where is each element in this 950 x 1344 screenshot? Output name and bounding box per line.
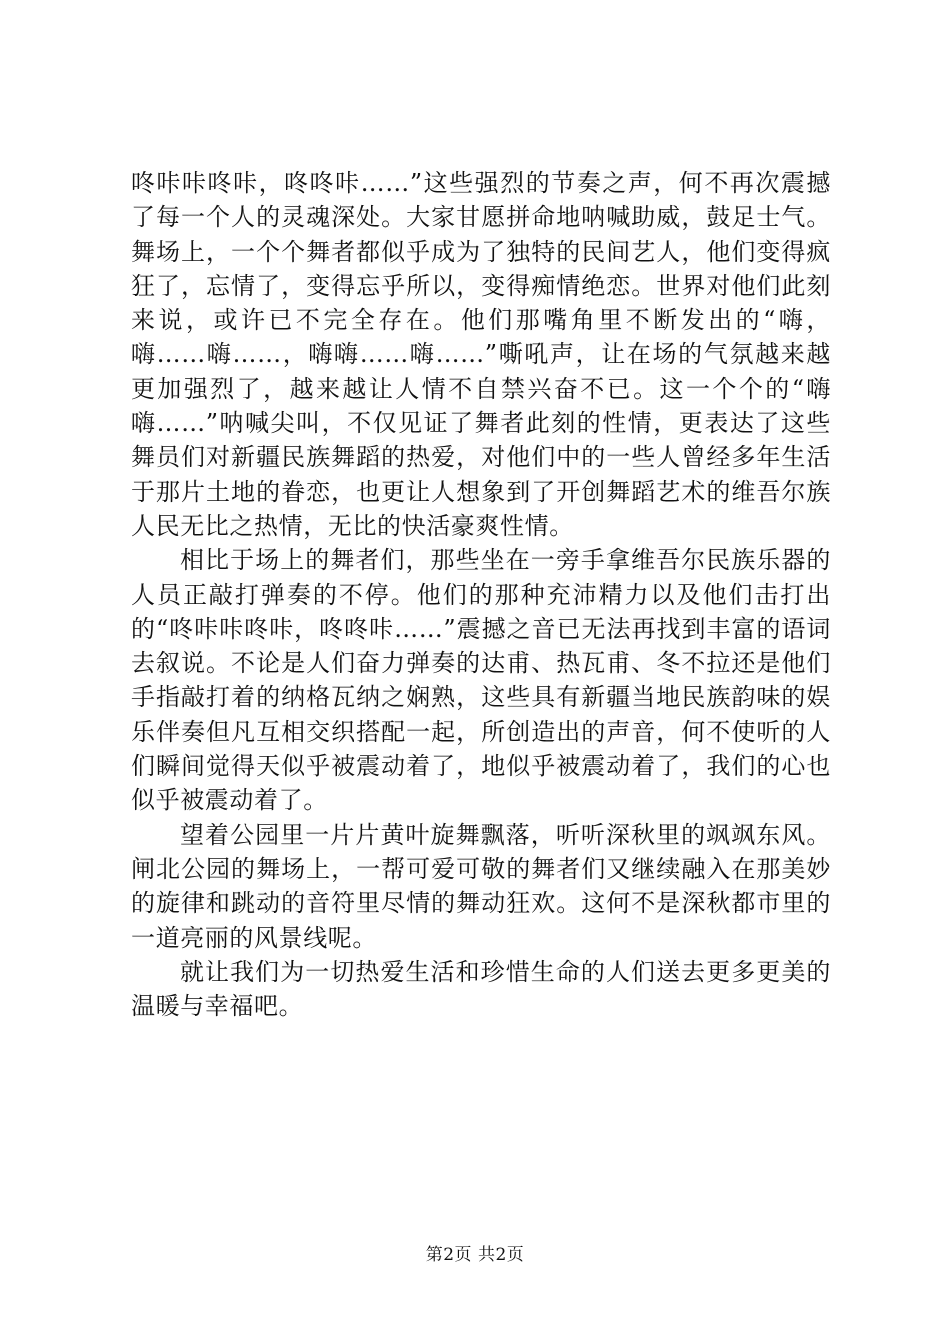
paragraph-2: 相比于场上的舞者们，那些坐在一旁手拿维吾尔民族乐器的人员正敲打弹奏的不停。他们的那种充沛精力以及他们击打出的“咚咔咔咚咔，咚咚咔……”震撼之音已无法再找到丰富的语词去叙说。不论是人们奋力弹奏的达甫、热瓦甫、冬不拉还是他们手指敲打着的纳格瓦纳之娴熟，这些具有新疆当地民族韵味的娱乐伴奏但凡互相交织搭配一起，所创造出的声音，何不使听的人们瞬间觉得天似乎被震动着了，地似乎被震动着了，我们的心也似乎被震动着了。 bbox=[131, 546, 831, 815]
document-body bbox=[131, 166, 831, 1023]
page-number-label: 第2页 共2页 bbox=[425, 1245, 525, 1265]
paragraph-3: 望着公园里一片片黄叶旋舞飘落，听听深秋里的飒飒东风。闸北公园的舞场上，一帮可爱可敬的舞者们又继续融入在那美妙的旋律和跳动的音符里尽情的舞动狂欢。这何不是深秋都市里的一道亮丽的风景线呢。 bbox=[131, 820, 831, 952]
paragraph-4: 就让我们为一切热爱生活和珍惜生命的人们送去更多更美的温暖与幸福吧。 bbox=[131, 957, 831, 1021]
paragraph-1: 咚咔咔咚咔，咚咚咔……”这些强烈的节奏之声，何不再次震撼了每一个人的灵魂深处。大家甘愿拼命地呐喊助威，鼓足士气。舞场上，一个个舞者都似乎成为了独特的民间艺人，他们变得疯狂了，忘情了，变得忘乎所以，变得痴情绝恋。世界对他们此刻来说，或许已不完全存在。他们那嘴角里不断发出的“嗨，嗨……嗨……，嗨嗨……嗨……”嘶吼声，让在场的气氛越来越更加强烈了，越来越让人情不自禁兴奋不已。这一个个的“嗨嗨……”呐喊尖叫，不仅见证了舞者此刻的性情，更表达了这些舞员们对新疆民族舞蹈的热爱，对他们中的一些人曾经多年生活于那片土地的眷恋，也更让人想象到了开创舞蹈艺术的维吾尔族人民无比之热情，无比的快活豪爽性情。 bbox=[131, 169, 831, 540]
page-footer bbox=[0, 1244, 950, 1266]
